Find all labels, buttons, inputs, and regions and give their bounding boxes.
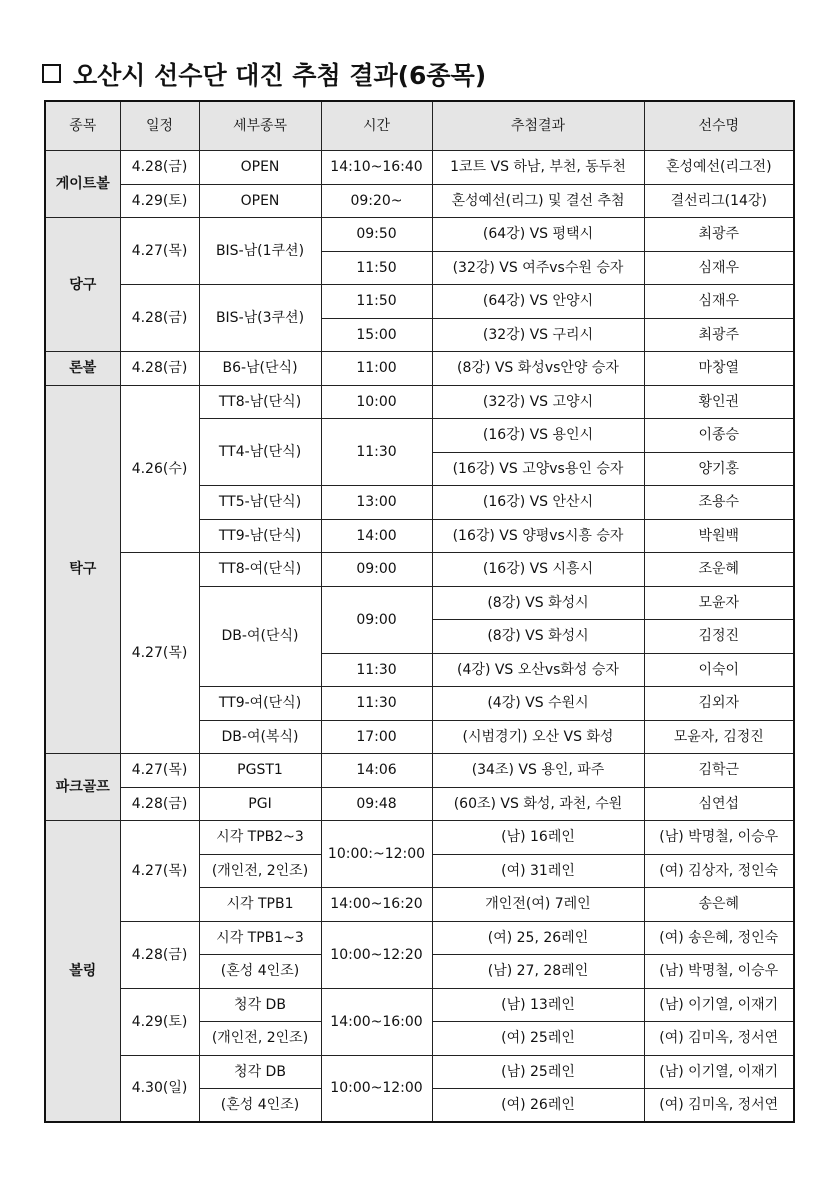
event-cell: TT5-남(단식): [199, 486, 321, 520]
table-row: [45, 754, 794, 788]
date-cell: 4.27(목): [120, 821, 199, 922]
player-cell: 최광주: [644, 218, 794, 252]
event-cell: 청각 DB: [199, 988, 321, 1022]
time-cell: 09:48: [321, 787, 432, 821]
result-cell: (남) 27, 28레인: [432, 955, 644, 989]
event-cell: (개인전, 2인조): [199, 1022, 321, 1056]
time-cell: 11:30: [321, 653, 432, 687]
time-cell: 14:00~16:00: [321, 988, 432, 1055]
event-cell: TT8-여(단식): [199, 553, 321, 587]
player-cell: (남) 이기열, 이재기: [644, 988, 794, 1022]
sport-cell: 볼링: [45, 821, 120, 1123]
date-cell: 4.29(토): [120, 184, 199, 218]
result-cell: (여) 25레인: [432, 1022, 644, 1056]
checkbox-icon: [42, 64, 61, 83]
result-cell: (8강) VS 화성시: [432, 586, 644, 620]
event-cell: 시각 TPB1~3: [199, 921, 321, 955]
event-cell: 시각 TPB2~3: [199, 821, 321, 855]
event-cell: (혼성 4인조): [199, 955, 321, 989]
event-cell: B6-남(단식): [199, 352, 321, 386]
event-cell: OPEN: [199, 184, 321, 218]
date-cell: 4.28(금): [120, 285, 199, 352]
player-cell: 혼성예선(리그전): [644, 151, 794, 185]
date-cell: 4.28(금): [120, 921, 199, 988]
player-cell: (여) 송은혜, 정인숙: [644, 921, 794, 955]
result-cell: (여) 31레인: [432, 854, 644, 888]
player-cell: (여) 김미옥, 정서연: [644, 1089, 794, 1123]
date-cell: 4.30(일): [120, 1055, 199, 1122]
event-cell: BIS-남(1쿠션): [199, 218, 321, 285]
time-cell: 09:50: [321, 218, 432, 252]
time-cell: 09:20~: [321, 184, 432, 218]
table-row: [45, 352, 794, 386]
time-cell: 10:00~12:00: [321, 1055, 432, 1122]
result-cell: (남) 13레인: [432, 988, 644, 1022]
time-cell: 09:00: [321, 553, 432, 587]
table-row: [45, 1055, 794, 1089]
table-row: [45, 385, 794, 419]
time-cell: 10:00~12:20: [321, 921, 432, 988]
result-cell: (16강) VS 시흥시: [432, 553, 644, 587]
player-cell: (여) 김상자, 정인숙: [644, 854, 794, 888]
event-cell: 청각 DB: [199, 1055, 321, 1089]
sport-cell: 론볼: [45, 352, 120, 386]
date-cell: 4.27(목): [120, 218, 199, 285]
header-time: 시간: [321, 101, 432, 151]
date-cell: 4.28(금): [120, 787, 199, 821]
result-cell: (32강) VS 여주vs수원 승자: [432, 251, 644, 285]
sport-cell: 당구: [45, 218, 120, 352]
time-cell: 09:00: [321, 586, 432, 653]
result-cell: (여) 26레인: [432, 1089, 644, 1123]
header-player: 선수명: [644, 101, 794, 151]
event-cell: TT9-남(단식): [199, 519, 321, 553]
player-cell: 황인권: [644, 385, 794, 419]
time-cell: 14:00~16:20: [321, 888, 432, 922]
event-cell: DB-여(복식): [199, 720, 321, 754]
result-cell: (4강) VS 오산vs화성 승자: [432, 653, 644, 687]
result-cell: (여) 25, 26레인: [432, 921, 644, 955]
event-cell: TT9-여(단식): [199, 687, 321, 721]
document-title: [42, 56, 486, 92]
event-cell: TT8-남(단식): [199, 385, 321, 419]
date-cell: 4.28(금): [120, 151, 199, 185]
result-cell: (남) 16레인: [432, 821, 644, 855]
result-cell: (8강) VS 화성시: [432, 620, 644, 654]
player-cell: (남) 박명철, 이승우: [644, 821, 794, 855]
player-cell: 김정진: [644, 620, 794, 654]
player-cell: 심연섭: [644, 787, 794, 821]
time-cell: 13:00: [321, 486, 432, 520]
event-cell: (혼성 4인조): [199, 1089, 321, 1123]
player-cell: 송은혜: [644, 888, 794, 922]
table-row: [45, 988, 794, 1022]
table-row: [45, 218, 794, 252]
player-cell: 김외자: [644, 687, 794, 721]
table-row: [45, 821, 794, 855]
player-cell: 조운혜: [644, 553, 794, 587]
header-result: 추첨결과: [432, 101, 644, 151]
draw-results-table: [44, 100, 795, 1123]
result-cell: 혼성예선(리그) 및 결선 추첨: [432, 184, 644, 218]
player-cell: 김학근: [644, 754, 794, 788]
table-row: [45, 553, 794, 587]
player-cell: (남) 이기열, 이재기: [644, 1055, 794, 1089]
player-cell: (남) 박명철, 이승우: [644, 955, 794, 989]
player-cell: 심재우: [644, 285, 794, 319]
header-schedule: 일정: [120, 101, 199, 151]
player-cell: 결선리그(14강): [644, 184, 794, 218]
player-cell: 조용수: [644, 486, 794, 520]
time-cell: 17:00: [321, 720, 432, 754]
time-cell: 11:30: [321, 687, 432, 721]
date-cell: 4.26(수): [120, 385, 199, 553]
time-cell: 15:00: [321, 318, 432, 352]
player-cell: 심재우: [644, 251, 794, 285]
player-cell: 마창열: [644, 352, 794, 386]
event-cell: OPEN: [199, 151, 321, 185]
event-cell: PGI: [199, 787, 321, 821]
result-cell: (남) 25레인: [432, 1055, 644, 1089]
result-cell: (4강) VS 수원시: [432, 687, 644, 721]
sport-cell: 파크골프: [45, 754, 120, 821]
event-cell: 시각 TPB1: [199, 888, 321, 922]
result-cell: (16강) VS 고양vs용인 승자: [432, 452, 644, 486]
date-cell: 4.27(목): [120, 754, 199, 788]
time-cell: 11:50: [321, 251, 432, 285]
result-cell: (64강) VS 안양시: [432, 285, 644, 319]
result-cell: (시범경기) 오산 VS 화성: [432, 720, 644, 754]
result-cell: (32강) VS 고양시: [432, 385, 644, 419]
header-event: 세부종목: [199, 101, 321, 151]
event-cell: DB-여(단식): [199, 586, 321, 687]
table-row: [45, 151, 794, 185]
date-cell: 4.28(금): [120, 352, 199, 386]
player-cell: 양기홍: [644, 452, 794, 486]
date-cell: 4.27(목): [120, 553, 199, 754]
sport-cell: 탁구: [45, 385, 120, 754]
player-cell: 이종승: [644, 419, 794, 453]
player-cell: 모윤자: [644, 586, 794, 620]
result-cell: 개인전(여) 7레인: [432, 888, 644, 922]
result-cell: (16강) VS 안산시: [432, 486, 644, 520]
result-cell: (34조) VS 용인, 파주: [432, 754, 644, 788]
time-cell: 10:00: [321, 385, 432, 419]
result-cell: (60조) VS 화성, 과천, 수원: [432, 787, 644, 821]
result-cell: 1코트 VS 하남, 부천, 동두천: [432, 151, 644, 185]
header-sport: 종목: [45, 101, 120, 151]
time-cell: 11:00: [321, 352, 432, 386]
table-row: [45, 184, 794, 218]
player-cell: 박원백: [644, 519, 794, 553]
date-cell: 4.29(토): [120, 988, 199, 1055]
event-cell: TT4-남(단식): [199, 419, 321, 486]
time-cell: 14:00: [321, 519, 432, 553]
player-cell: 최광주: [644, 318, 794, 352]
sport-cell: 게이트볼: [45, 151, 120, 218]
table-row: [45, 787, 794, 821]
result-cell: (16강) VS 양평vs시흥 승자: [432, 519, 644, 553]
table-header-row: [45, 101, 794, 151]
title-text: 오산시 선수단 대진 추첨 결과(6종목): [73, 61, 487, 90]
result-cell: (32강) VS 구리시: [432, 318, 644, 352]
result-cell: (16강) VS 용인시: [432, 419, 644, 453]
table-row: [45, 285, 794, 319]
event-cell: (개인전, 2인조): [199, 854, 321, 888]
result-cell: (8강) VS 화성vs안양 승자: [432, 352, 644, 386]
event-cell: BIS-남(3쿠션): [199, 285, 321, 352]
time-cell: 11:30: [321, 419, 432, 486]
time-cell: 11:50: [321, 285, 432, 319]
event-cell: PGST1: [199, 754, 321, 788]
time-cell: 10:00:~12:00: [321, 821, 432, 888]
time-cell: 14:10~16:40: [321, 151, 432, 185]
table-row: [45, 921, 794, 955]
player-cell: (여) 김미옥, 정서연: [644, 1022, 794, 1056]
time-cell: 14:06: [321, 754, 432, 788]
player-cell: 이숙이: [644, 653, 794, 687]
player-cell: 모윤자, 김정진: [644, 720, 794, 754]
result-cell: (64강) VS 평택시: [432, 218, 644, 252]
